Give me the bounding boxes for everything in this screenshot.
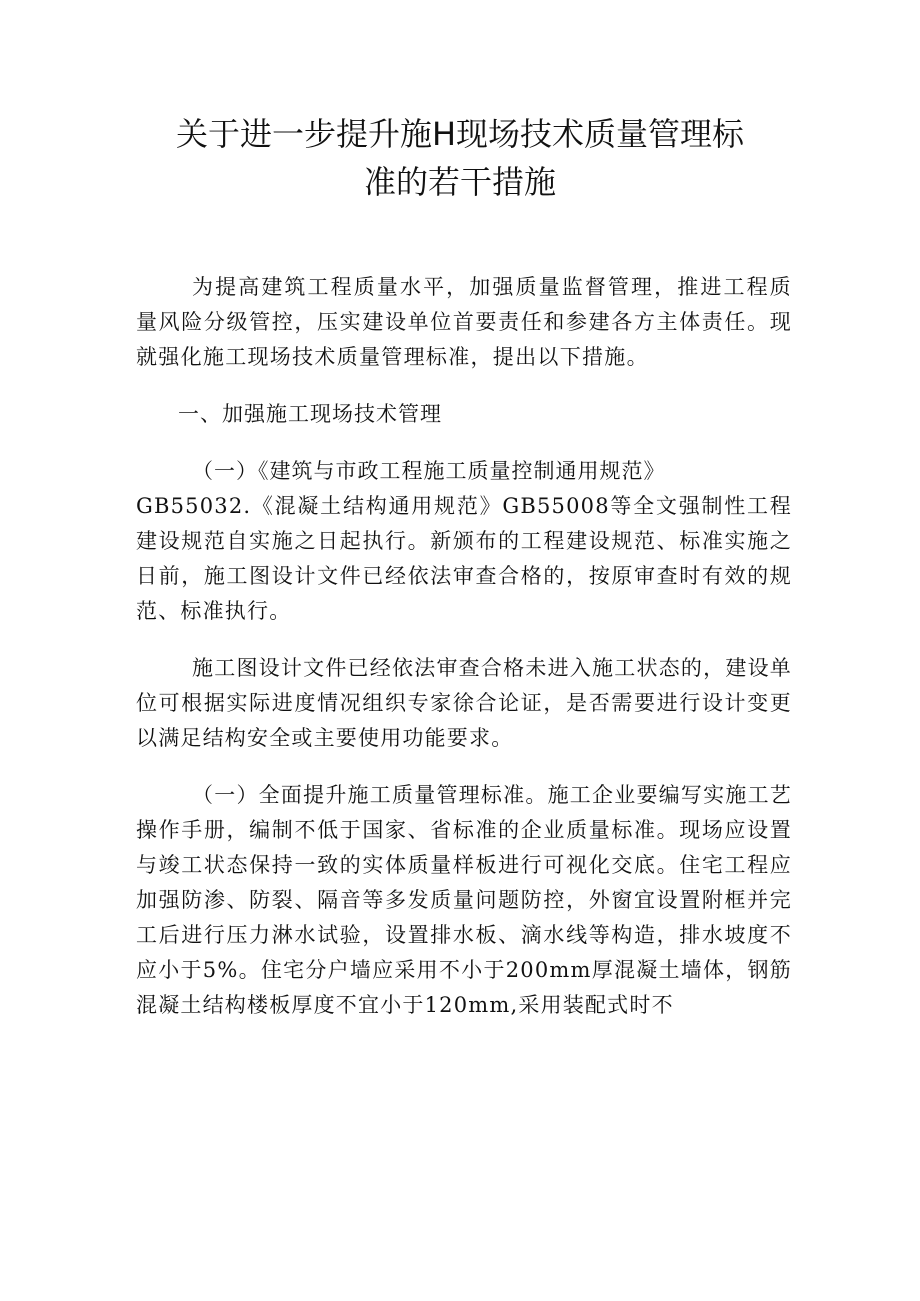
section-heading: 一、加强施工现场技术管理 — [178, 402, 442, 426]
document-title-line-2: 准的若干措施 — [363, 163, 556, 201]
intro-paragraph: 为提高建筑工程质量水平，加强质量监督管理，推进工程质量风险分级管控，压实建设单位首要责任和参建各方主体责任。现就强化施工现场技术质量管理标准，提出以下措施。 — [136, 275, 792, 369]
item-1-paragraph — [136, 454, 792, 629]
item-2-paragraph: （一）全面提升施工质量管理标准。施工企业要编写实施工艺操作手册，编制不低于国家、省标准的企业质量标准。现场应设置与竣工状态保持一致的实体质量样板进行可视化交底。住宅工程应加强防渗、防裂、隔音等多发质量问题防控，外窗宜设置附框并完工后进行压力淋水试验，设置排水板、滴水线等构造，排水坡度不应小于5%。住宅分户墙应采用不小于200mm厚混凝土墙体，钢筋混凝土结构楼板厚度不宜小于120mm,采用装配式时不 — [136, 783, 792, 1017]
item-1-sub-paragraph: 施工图设计文件已经依法审查合格未进入施工状态的，建设单位可根据实际进度情况组织专家徐合论证，是否需要进行设计变更以满足结构安全或主要使用功能要求。 — [136, 656, 792, 750]
item-1-rest: GB55032.《混凝土结构通用规范》GB55008等全文强制性工程建设规范自实施之日起执行。新颁布的工程建设规范、标准实施之日前，施工图设计文件已经依法审查合格的，按原审查时有效的规范、标准执行。 — [136, 494, 792, 623]
item-1-lead: （一）《建筑与市政工程施工质量控制通用规范》 — [192, 459, 666, 483]
document-title-line-1: 关于进一步提升施H现场技术质量管理标 — [175, 115, 745, 153]
document-body — [136, 270, 792, 1023]
